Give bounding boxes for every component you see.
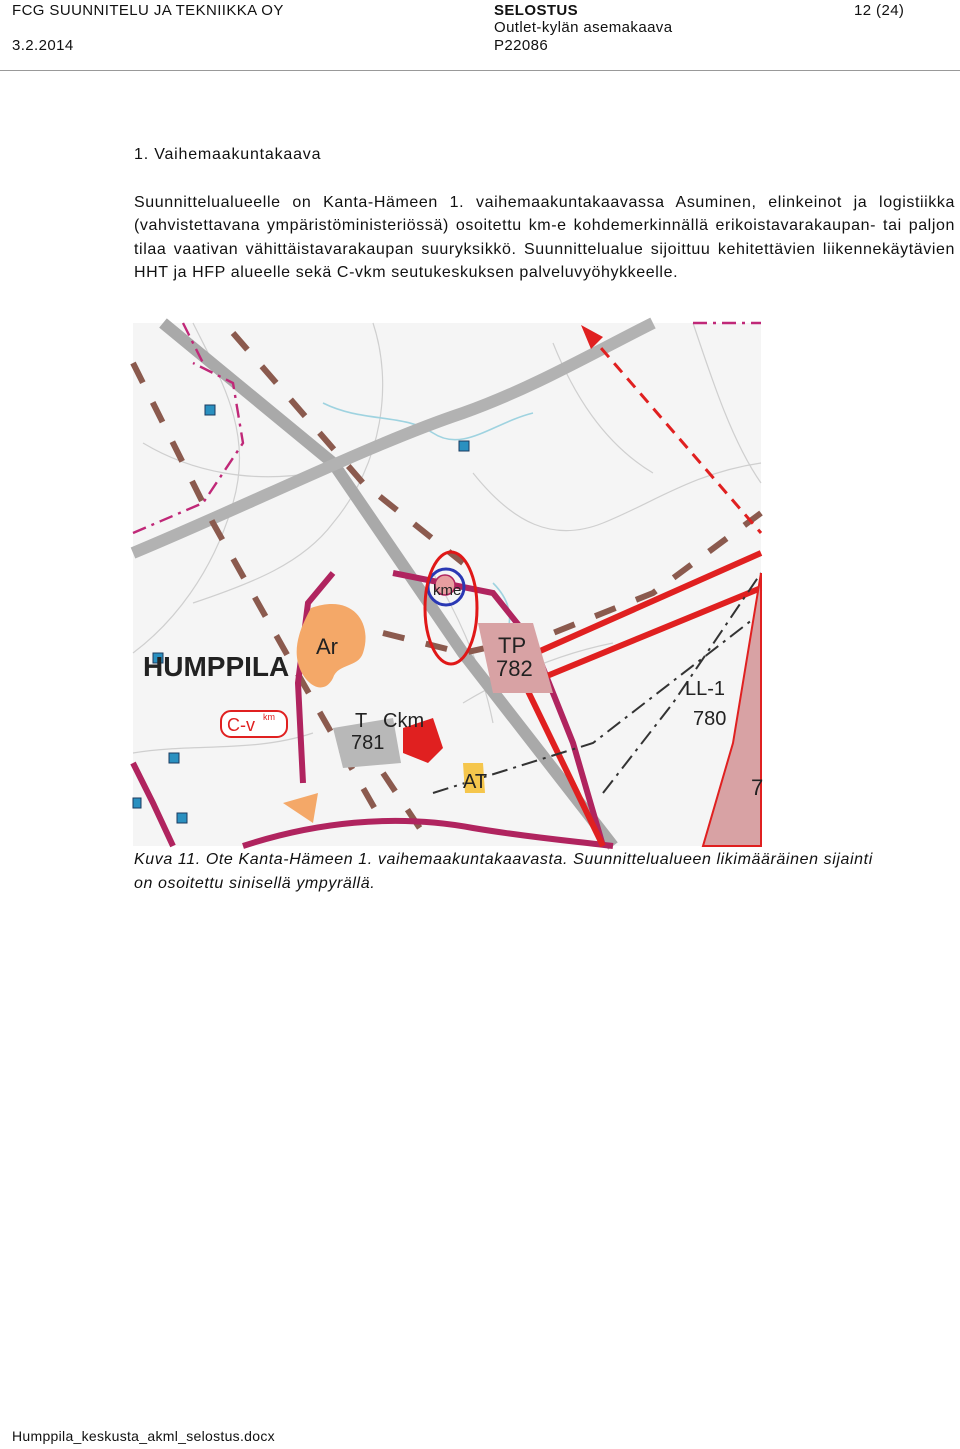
- regional-plan-map: [133, 323, 764, 846]
- body-paragraph: Suunnittelualueelle on Kanta-Hämeen 1. vaihemaakuntakaavassa Asuminen, elinkeinot ja logistiikka (vahvistettavana ympäristöministeriössä) osoitettu km-e kohdemerkinnällä erikoistavarakaupan- tai paljon tilaa vaativan vähittäistavarakaupan suuryksikkö. Suunnittelualue sijoittuu kehitettävien liikennekäytävien HHT ja HFP alueelle sekä C-vkm seutukeskuksen palveluvyöhykkeelle.: [134, 194, 955, 282]
- header-divider: [0, 70, 960, 71]
- map-label-kme: kme: [433, 582, 462, 599]
- document-date: 3.2.2014: [12, 37, 74, 54]
- map-label-t-number: 781: [351, 732, 385, 754]
- map-label-cv: C-v: [227, 715, 255, 735]
- figure-caption: Kuva 11. Ote Kanta-Hämeen 1. vaihemaakuntakaavasta. Suunnittelualueen likimääräinen sijainti on osoitettu sinisellä ympyrällä.: [134, 851, 873, 892]
- map-label-humppila: HUMPPILA: [143, 651, 290, 682]
- map-label-cv-sup: km: [263, 712, 275, 722]
- map-label-tp-number: 782: [496, 656, 533, 681]
- map-label-edge-7: 7: [751, 775, 764, 800]
- section-heading: 1. Vaihemaakuntakaava: [134, 146, 322, 163]
- company-name: FCG SUUNNITELU JA TEKNIIKKA OY: [12, 2, 284, 19]
- project-code: P22086: [494, 37, 549, 54]
- map-label-t: T: [355, 710, 368, 732]
- map-label-tp: TP: [498, 633, 527, 658]
- document-type: SELOSTUS: [494, 2, 579, 19]
- page-number: 12 (24): [854, 2, 905, 19]
- map-label-at: AT: [463, 771, 488, 793]
- map-label-ll: LL-1: [685, 678, 726, 700]
- map-label-ckm: Ckm: [383, 710, 425, 732]
- footer-filename: Humppila_keskusta_akml_selostus.docx: [12, 1428, 275, 1444]
- project-name: Outlet-kylän asemakaava: [494, 19, 673, 36]
- map-label-ll-number: 780: [693, 708, 727, 730]
- map-label-ar: Ar: [316, 634, 338, 659]
